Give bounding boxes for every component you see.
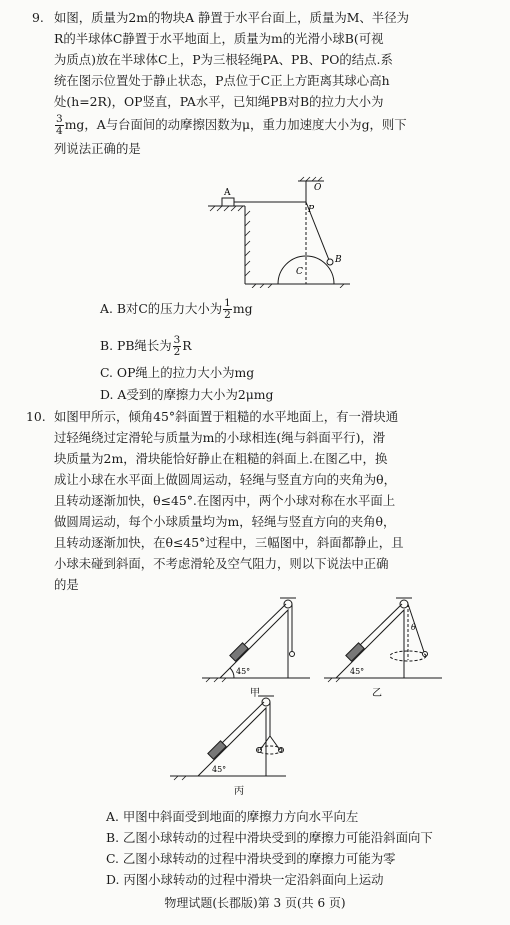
- q10-line-9: 的是: [54, 577, 79, 592]
- q10-figure-jia: [200, 590, 330, 700]
- q10-line-2: 过轻绳绕过定滑轮与质量为m的小球相连(绳与斜面平行)，滑: [54, 430, 386, 445]
- yi-angle: 45°: [350, 667, 365, 676]
- q10-line-1: 如图甲所示，倾角45°斜面置于粗糙的水平地面上，有一滑块通: [54, 409, 399, 424]
- q9-line-7: 列说法正确的是: [54, 141, 141, 156]
- question-10-number: 10.: [26, 409, 46, 424]
- q9-line-2: R的半球体C静置于水平地面上，质量为m的光滑小球B(可视: [54, 31, 384, 46]
- q9-line-6: $\frac{3}{4}$ mg，A与台面间的动摩擦因数为μ，重力加速度大小为g，则下: [56, 113, 407, 137]
- bing-angle: 45°: [212, 765, 227, 774]
- q9-option-C[interactable]: C. OP绳上的拉力大小为mg: [100, 365, 255, 380]
- q9-option-B[interactable]: B. PB绳长为 $\frac{3}{2}$ R: [100, 334, 192, 358]
- q10-option-B[interactable]: B. 乙图小球转动的过程中滑块受到的摩擦力可能沿斜面向下: [106, 830, 433, 845]
- q10-option-D[interactable]: D. 丙图小球转动的过程中滑块一定沿斜面向上运动: [106, 872, 384, 887]
- q10-figure-bing: [168, 688, 308, 800]
- q9-line-4: 统在图示位置处于静止状态，P点位于C正上方距离其球心高h: [54, 73, 390, 88]
- q10-line-3: 块质量为2m，滑块能恰好静止在粗糙的斜面上.在图乙中，换: [54, 451, 388, 466]
- q10-line-6: 做圆周运动，每个小球质量均为m，轻绳与竖直方向的夹角θ，: [54, 514, 396, 529]
- label-A: A: [224, 188, 231, 198]
- jia-label: 甲: [250, 688, 260, 699]
- q9-option-A[interactable]: A. B对C的压力大小为 $\frac{1}{2}$ mg: [100, 297, 253, 321]
- label-B: B: [335, 255, 342, 265]
- q9-fraction: $\frac{3}{4}$: [56, 113, 63, 137]
- page-footer: 物理试题(长郡版)第 3 页(共 6 页): [164, 896, 346, 910]
- question-10: [26, 406, 494, 595]
- question-9: [32, 7, 494, 159]
- label-O: O: [314, 183, 322, 193]
- jia-angle: 45°: [236, 667, 251, 676]
- q9-line-1: 如图，质量为2m的物块A 静置于水平台面上，质量为M、半径为: [54, 10, 409, 25]
- q10-figure-yi: [322, 590, 452, 700]
- label-C: C: [296, 267, 303, 277]
- q9-line-5: 处(h=2R)，OP竖直，PA水平，已知绳PB对B的拉力大小为: [54, 94, 384, 109]
- q10-line-4: 成让小球在水平面上做圆周运动，轻绳与竖直方向的夹角为θ，: [54, 472, 397, 487]
- q9-figure: [200, 176, 360, 288]
- label-P: P: [308, 205, 315, 215]
- yi-theta: θ: [411, 623, 416, 632]
- q10-line-8: 小球未碰到斜面，不考虑滑轮及空气阻力，则以下说法中正确: [54, 556, 389, 571]
- question-9-number: 9.: [32, 10, 44, 25]
- yi-label: 乙: [372, 688, 382, 699]
- q10-line-7: 且转动逐渐加快，在θ≤45°过程中，三幅图中，斜面都静止，且: [54, 535, 404, 550]
- q10-line-5: 且转动逐渐加快，θ≤45°.在图丙中，两个小球对称在水平面上: [54, 493, 396, 508]
- q10-option-C[interactable]: C. 乙图小球转动的过程中滑块受到的摩擦力可能为零: [106, 851, 396, 866]
- q9-line-3: 为质点)放在半球体C上，P为三根轻绳PA、PB、PO的结点.系: [54, 52, 393, 67]
- bing-label: 丙: [234, 786, 244, 797]
- q9-option-D[interactable]: D. A受到的摩擦力大小为2μmg: [100, 387, 274, 402]
- q10-option-A[interactable]: A. 甲图中斜面受到地面的摩擦力方向水平向左: [106, 809, 359, 824]
